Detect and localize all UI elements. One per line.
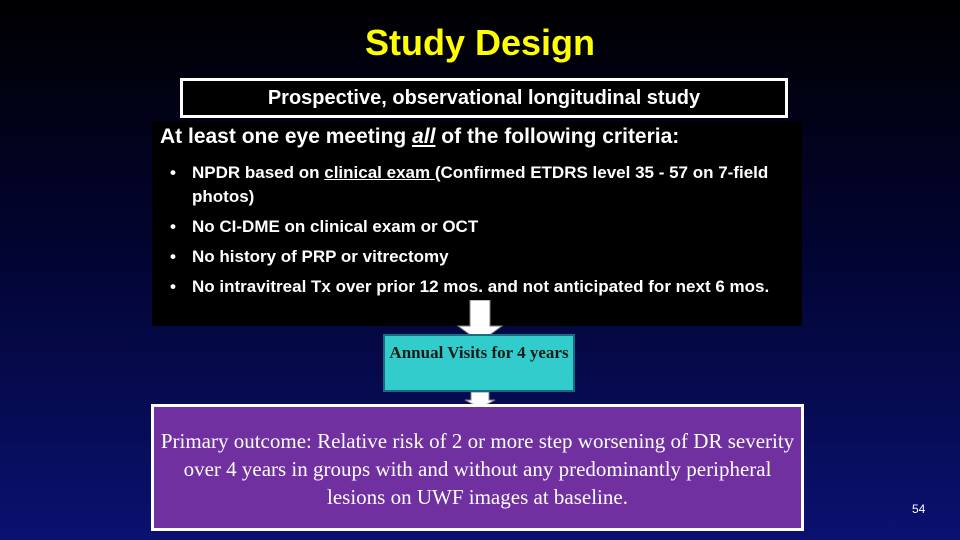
bullet-icon: • <box>170 217 176 236</box>
page-number: 54 <box>912 502 926 516</box>
criteria-heading-end: of the following criteria: <box>435 125 680 148</box>
criteria-item-npdr <box>170 161 790 209</box>
criteria-item-text: NPDR based on <box>192 163 325 182</box>
study-design-box: Prospective, observational longitudinal study <box>180 78 788 118</box>
criteria-heading-start: At least one eye meeting <box>160 125 413 148</box>
criteria-item-text: (Confirmed ETDRS level 35 - 57 on 7-field photos) <box>192 163 769 206</box>
criteria-item-text: No history of PRP or vitrectomy <box>192 247 449 266</box>
criteria-heading <box>160 125 679 149</box>
criteria-item-dme <box>170 215 790 239</box>
criteria-heading-emphasis: all <box>412 125 436 148</box>
bullet-icon: • <box>170 163 176 182</box>
annual-visits-box: Annual Visits for 4 years <box>383 334 575 392</box>
criteria-item-intravitreal <box>170 275 790 299</box>
primary-outcome-box: Primary outcome: Relative risk of 2 or more step worsening of DR severity over 4 years in groups with and without any predominantly peripheral lesions on UWF images at baseline. <box>151 404 804 531</box>
bullet-icon: • <box>170 247 176 266</box>
criteria-item-text: No intravitreal Tx over prior 12 mos. and not anticipated for next 6 mos. <box>192 277 770 296</box>
slide-title: Study Design <box>364 22 596 63</box>
criteria-item-underlined: clinical exam <box>324 163 435 182</box>
criteria-box <box>152 121 802 326</box>
criteria-item-text: No CI-DME on clinical exam or OCT <box>192 217 479 236</box>
criteria-item-prp <box>170 245 790 269</box>
bullet-icon: • <box>170 277 176 296</box>
criteria-list <box>170 161 790 305</box>
